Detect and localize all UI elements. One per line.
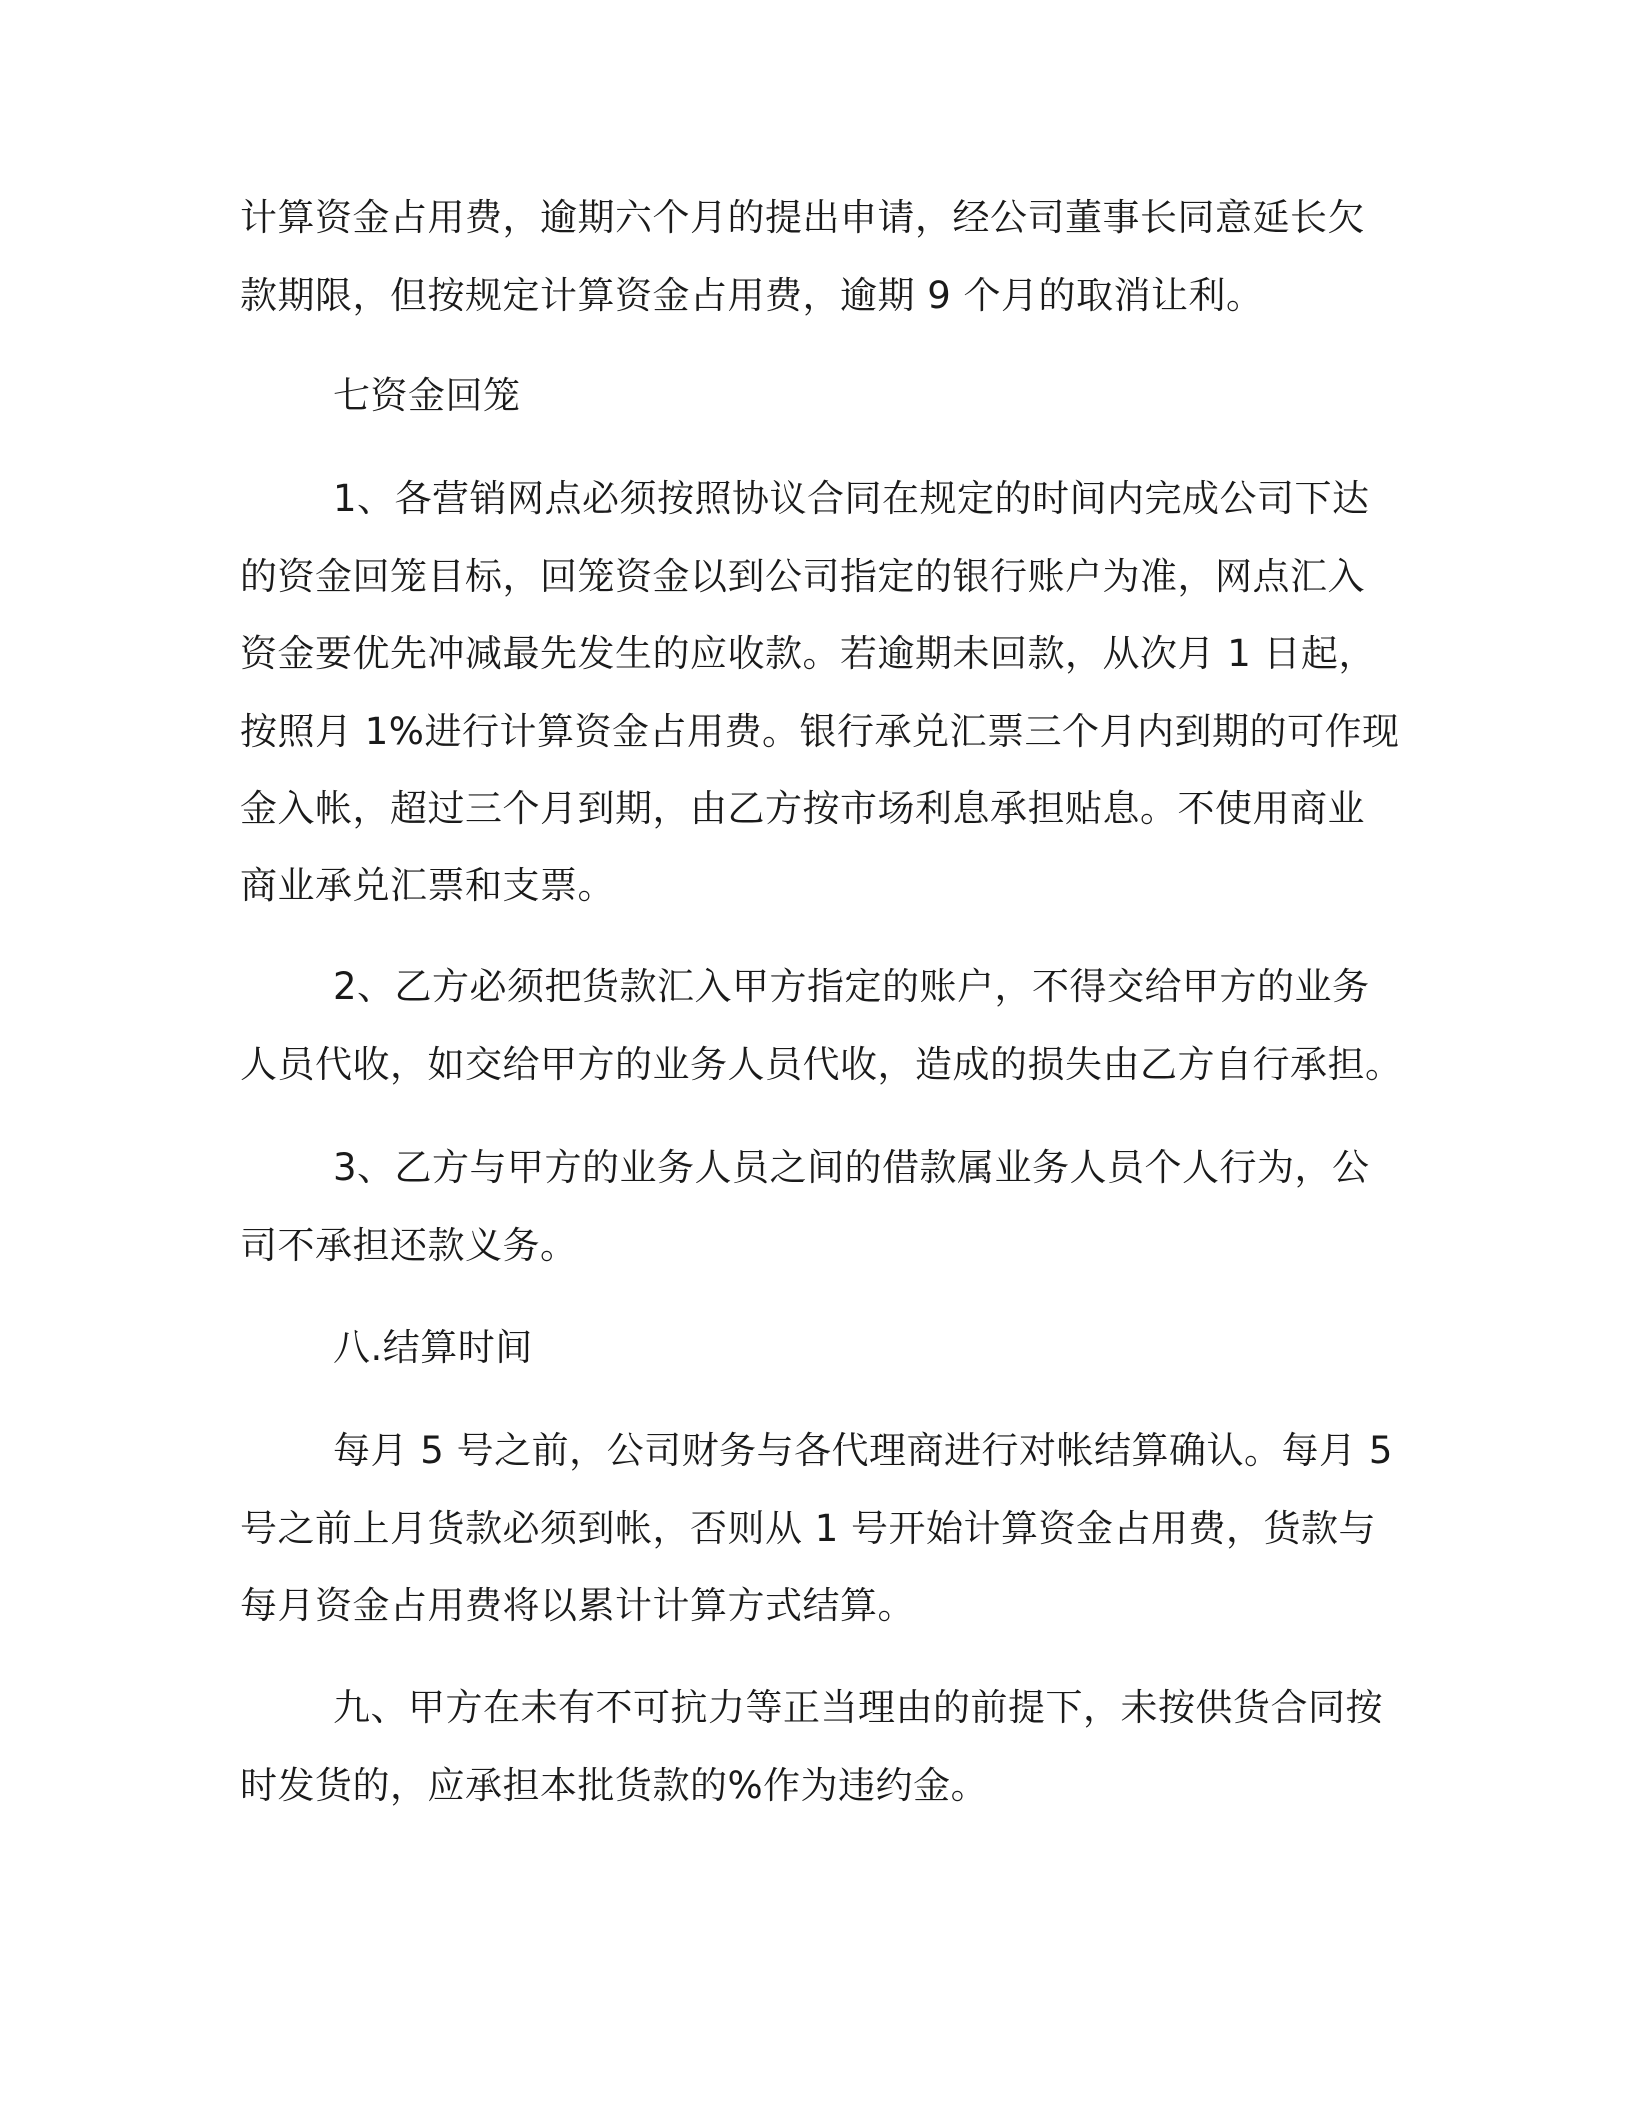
section-heading: 七资金回笼 bbox=[333, 374, 521, 417]
text-line: 2、乙方必须把货款汇入甲方指定的账户，不得交给甲方的业务 bbox=[333, 965, 1370, 1008]
text-line: 计算资金占用费，逾期六个月的提出申请，经公司董事长同意延长欠 bbox=[240, 196, 1365, 239]
text-line: 每月 5 号之前，公司财务与各代理商进行对帐结算确认。每月 5 bbox=[333, 1429, 1393, 1472]
text-line: 按照月 1%进行计算资金占用费。银行承兑汇票三个月内到期的可作现 bbox=[240, 710, 1400, 753]
text-line: 资金要优先冲减最先发生的应收款。若逾期未回款，从次月 1 日起， bbox=[240, 632, 1377, 675]
text-line: 3、乙方与甲方的业务人员之间的借款属业务人员个人行为，公 bbox=[333, 1146, 1370, 1189]
text-line: 每月资金占用费将以累计计算方式结算。 bbox=[240, 1584, 915, 1627]
text-line: 号之前上月货款必须到帐，否则从 1 号开始计算资金占用费，货款与 bbox=[240, 1507, 1377, 1550]
text-line: 的资金回笼目标，回笼资金以到公司指定的银行账户为准，网点汇入 bbox=[240, 555, 1365, 598]
text-line: 商业承兑汇票和支票。 bbox=[240, 864, 615, 907]
text-line: 人员代收，如交给甲方的业务人员代收，造成的损失由乙方自行承担。 bbox=[240, 1043, 1403, 1086]
text-line: 九、甲方在未有不可抗力等正当理由的前提下，未按供货合同按 bbox=[333, 1686, 1383, 1729]
text-line: 款期限，但按规定计算资金占用费，逾期 9 个月的取消让利。 bbox=[240, 274, 1264, 317]
text-line: 1、各营销网点必须按照协议合同在规定的时间内完成公司下达 bbox=[333, 477, 1370, 520]
section-heading: 八.结算时间 bbox=[333, 1326, 533, 1369]
text-line: 时发货的，应承担本批货款的%作为违约金。 bbox=[240, 1764, 989, 1807]
text-line: 金入帐，超过三个月到期，由乙方按市场利息承担贴息。不使用商业 bbox=[240, 787, 1365, 830]
text-line: 司不承担还款义务。 bbox=[240, 1224, 578, 1267]
